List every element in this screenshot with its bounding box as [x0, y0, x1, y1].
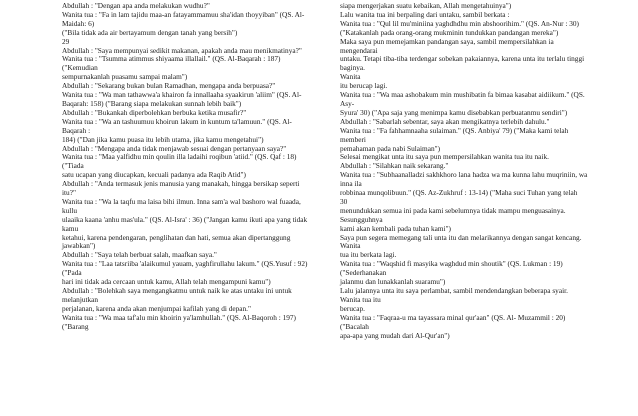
text-line: robbinaa munqolibuun." (QS. Az-Zukhruf : 13-14) ("Maha suci Tuhan yang telah	[340, 188, 578, 198]
text-line: Lalu wanita tua ini berpaling dari untaku, sambil berkata :	[340, 9, 510, 19]
text-line: Abdullah : "Bolehkah saya mengangkatmu untuk naik ke atas untaku ini untuk	[62, 286, 292, 295]
text-line: Abdullah : "Silahkan naik sekarang."	[340, 161, 449, 171]
text-line: ("Bacalah	[340, 321, 369, 331]
text-line: Wanita tua : "Faqraa-u ma tayassara minal qur'aan" (QS. Al- Muzammil : 20)	[340, 312, 566, 322]
text-line: mengendarai	[340, 45, 378, 55]
text-line: Maidah: 6)	[62, 18, 95, 28]
text-line: pemahaman pada nabi Sulaiman")	[340, 143, 441, 153]
text-line: Abdullah : "Bukankah diperbolehkan berbuka ketika musafir?"	[62, 107, 247, 117]
text-line: kullu	[62, 205, 77, 215]
text-line: ulaaika kaana 'anhu mas'ula." (QS. Al-Isra' : 36) ("Jangan kamu ikuti apa yang tidak	[62, 214, 308, 224]
text-line: Wanita tua itu	[340, 294, 381, 304]
text-line: Wanita tua : "Fa in lam tajidu maa-an fatayammamuu sha'idan thoyyiban" (QS. Al-	[62, 9, 305, 19]
text-line: Abdullah : "Mengapa anda tidak menjawab sesuai dengan pertanyaan saya?"	[62, 143, 287, 153]
right-text-column	[340, 2, 602, 340]
text-line: Baqarah: 158) ("Barang siapa melakukan sunnah lebih baik")	[62, 98, 242, 108]
text-line: Wanita tua : "Wa an tashuumuu khoirun lakum in kuntum ta'lamuun." (QS. Al-	[62, 116, 292, 126]
text-line: untaku. Tetapi tiba-tiba terdengar sobekan pakaiannya, karena unta itu terlalu tinggi	[340, 54, 585, 64]
text-line: siapa mengerjakan suatu kebaikan, Allah mengetahuinya")	[340, 1, 512, 10]
text-line: itu berucap lagi.	[340, 81, 388, 91]
text-line: ("Tiada	[62, 161, 84, 171]
text-line: Abdullah : "Dengan apa anda melakukan wudhu?"	[62, 1, 210, 10]
text-line: Wanita tua : "Subhaanalladzi sakhkhoro lana hadza wa ma kunna lahu muqriniin, wa	[340, 170, 588, 180]
text-line: kami akan kembali pada tuhan kami")	[340, 223, 451, 233]
text-line: ("Katakanlah pada orang-orang mukminin tundukkan pandangan mereka")	[340, 27, 559, 37]
text-line: Sesungguhnya	[340, 214, 383, 224]
text-line: Wanita tua : "Wa la taqfu ma laisa bihi ilmun. Inna sam'a wal bashoro wal fuaada,	[62, 196, 301, 206]
text-line: Wanita tua : "Waqshid fi masyika waghdud min shoutik" (QS. Lukman : 19)	[340, 259, 563, 269]
text-line: apa-apa yang mudah dari Al-Qur'an")	[340, 330, 450, 340]
text-line: Wanita tua : "Wa maa taf'alu min khoirin ya'lamhullah." (QS. Al-Baqoroh : 197)	[62, 312, 296, 322]
text-line: Lalu jalannya unta itu saya perlambat, sambil mendendangkan beberapa syair.	[340, 286, 568, 295]
text-line: jawabkan")	[62, 241, 96, 251]
text-line: itu?"	[62, 188, 76, 198]
text-line: sempurnakanlah puasamu sampai malam")	[62, 72, 188, 82]
text-line: satu ucapan yang diucapkan, kecuali padanya ada Raqib Atid")	[62, 170, 246, 180]
text-line: Selesai mengikat unta itu saya pun mempersilahkan wanita tua itu naik.	[340, 152, 549, 162]
text-line: jalanmu dan lunakkanlah suaramu")	[340, 277, 446, 287]
text-line: ketahui, karena pendengaran, penglihatan dan hati, semua akan dipertanggung	[62, 232, 291, 242]
text-line: Wanita tua : "Fa fahhamnaaha sulaiman." (QS. Anbiya' 79) ("Maka kami telah	[340, 125, 569, 135]
text-line: Abdullah : "Saya mempunyai sedikit makanan, apakah anda mau menikmatinya?"	[62, 45, 302, 55]
text-line: ("Bila tidak ada air bertayamum dengan tanah yang bersih")	[62, 27, 238, 37]
text-line: Wanita	[340, 241, 361, 251]
text-line: Wanita tua : "Wa man tathawwa'a khairon fa innallaaha syaakirun 'aliim" (QS. Al-	[62, 90, 302, 100]
text-line: Wanita tua : "Qul lil mu'miniina yaghdhdhu min abshoorihim." (QS. An-Nur : 30)	[340, 18, 579, 28]
text-line: tua itu berkata lagi.	[340, 250, 397, 260]
text-line: Wanita tua : "Laa tatsriiba 'alaikumul yauam, yaghfirullahu lakum." (QS.Yusuf : 92)	[62, 259, 308, 269]
text-line: hari ini tidak ada cercaan untuk kamu, Allah telah mengampuni kamu")	[62, 277, 271, 287]
text-line: baginya.	[340, 63, 365, 73]
text-line: ("Sederhanakan	[340, 268, 387, 278]
text-line: Baqarah :	[62, 125, 91, 135]
text-line: memberi	[340, 134, 366, 144]
text-line: Asy-	[340, 98, 355, 108]
text-line: kamu	[62, 223, 79, 233]
text-line: melanjutkan	[62, 294, 99, 304]
text-line: perjalanan, karena anda akan menjumpai kafilah yang di depan."	[62, 303, 251, 313]
text-line: inna ila	[340, 179, 362, 189]
text-line: Wanita tua : "Maa yalfidhu min qoulin illa ladaihi roqibun 'atiid." (QS. Qaf : 18)	[62, 152, 297, 162]
text-line: ("Barang	[62, 321, 89, 331]
text-line: Syura' 30) ("Apa saja yang menimpa kamu disebabkan perbuatanmu sendiri")	[340, 107, 568, 117]
text-line: Abdullah : "Sekarang bukan bulan Ramadhan, mengapa anda berpuasa?"	[62, 81, 276, 91]
text-line: 29	[62, 36, 70, 46]
text-line: Abdullah : "Anda termasuk jenis manusia yang manakah, hingga bersikap seperti	[62, 179, 300, 189]
text-line: ("Pada	[62, 268, 82, 278]
text-line: Wanita	[340, 72, 361, 82]
text-line: Wanita tua : "Tsumma atimmus shiyaama illallail." (QS. Al-Baqarah : 187)	[62, 54, 281, 64]
text-line: 184) ("Dan jika kamu puasa itu lebih utama, jika kamu mengetahui")	[62, 134, 264, 144]
text-line: berucap.	[340, 303, 365, 313]
text-line: 30	[340, 196, 348, 206]
text-line: Saya pun segera memegang tali unta itu dan melarikannya dengan sangat kencang.	[340, 232, 582, 242]
text-line: Maka saya pun memejamkan pandangan saya, sambil mempersilahkan ia	[340, 36, 554, 46]
text-line: Abdullah : "Sabarlah sebentar, saya akan mengikatnya terlebih dahulu."	[340, 116, 550, 126]
text-line: menundukkan semua ini pada kami sebelumnya tidak mampu menguasainya.	[340, 205, 566, 215]
text-line: Wanita tua : "Wa maa ashobakum min mushibatin fa bimaa kasabat aidiikum." (QS.	[340, 90, 585, 100]
left-text-column	[62, 2, 324, 332]
text-line: ("Kemudian	[62, 63, 98, 73]
text-line: Abdullah : "Saya telah berbuat salah, maafkan saya."	[62, 250, 217, 260]
